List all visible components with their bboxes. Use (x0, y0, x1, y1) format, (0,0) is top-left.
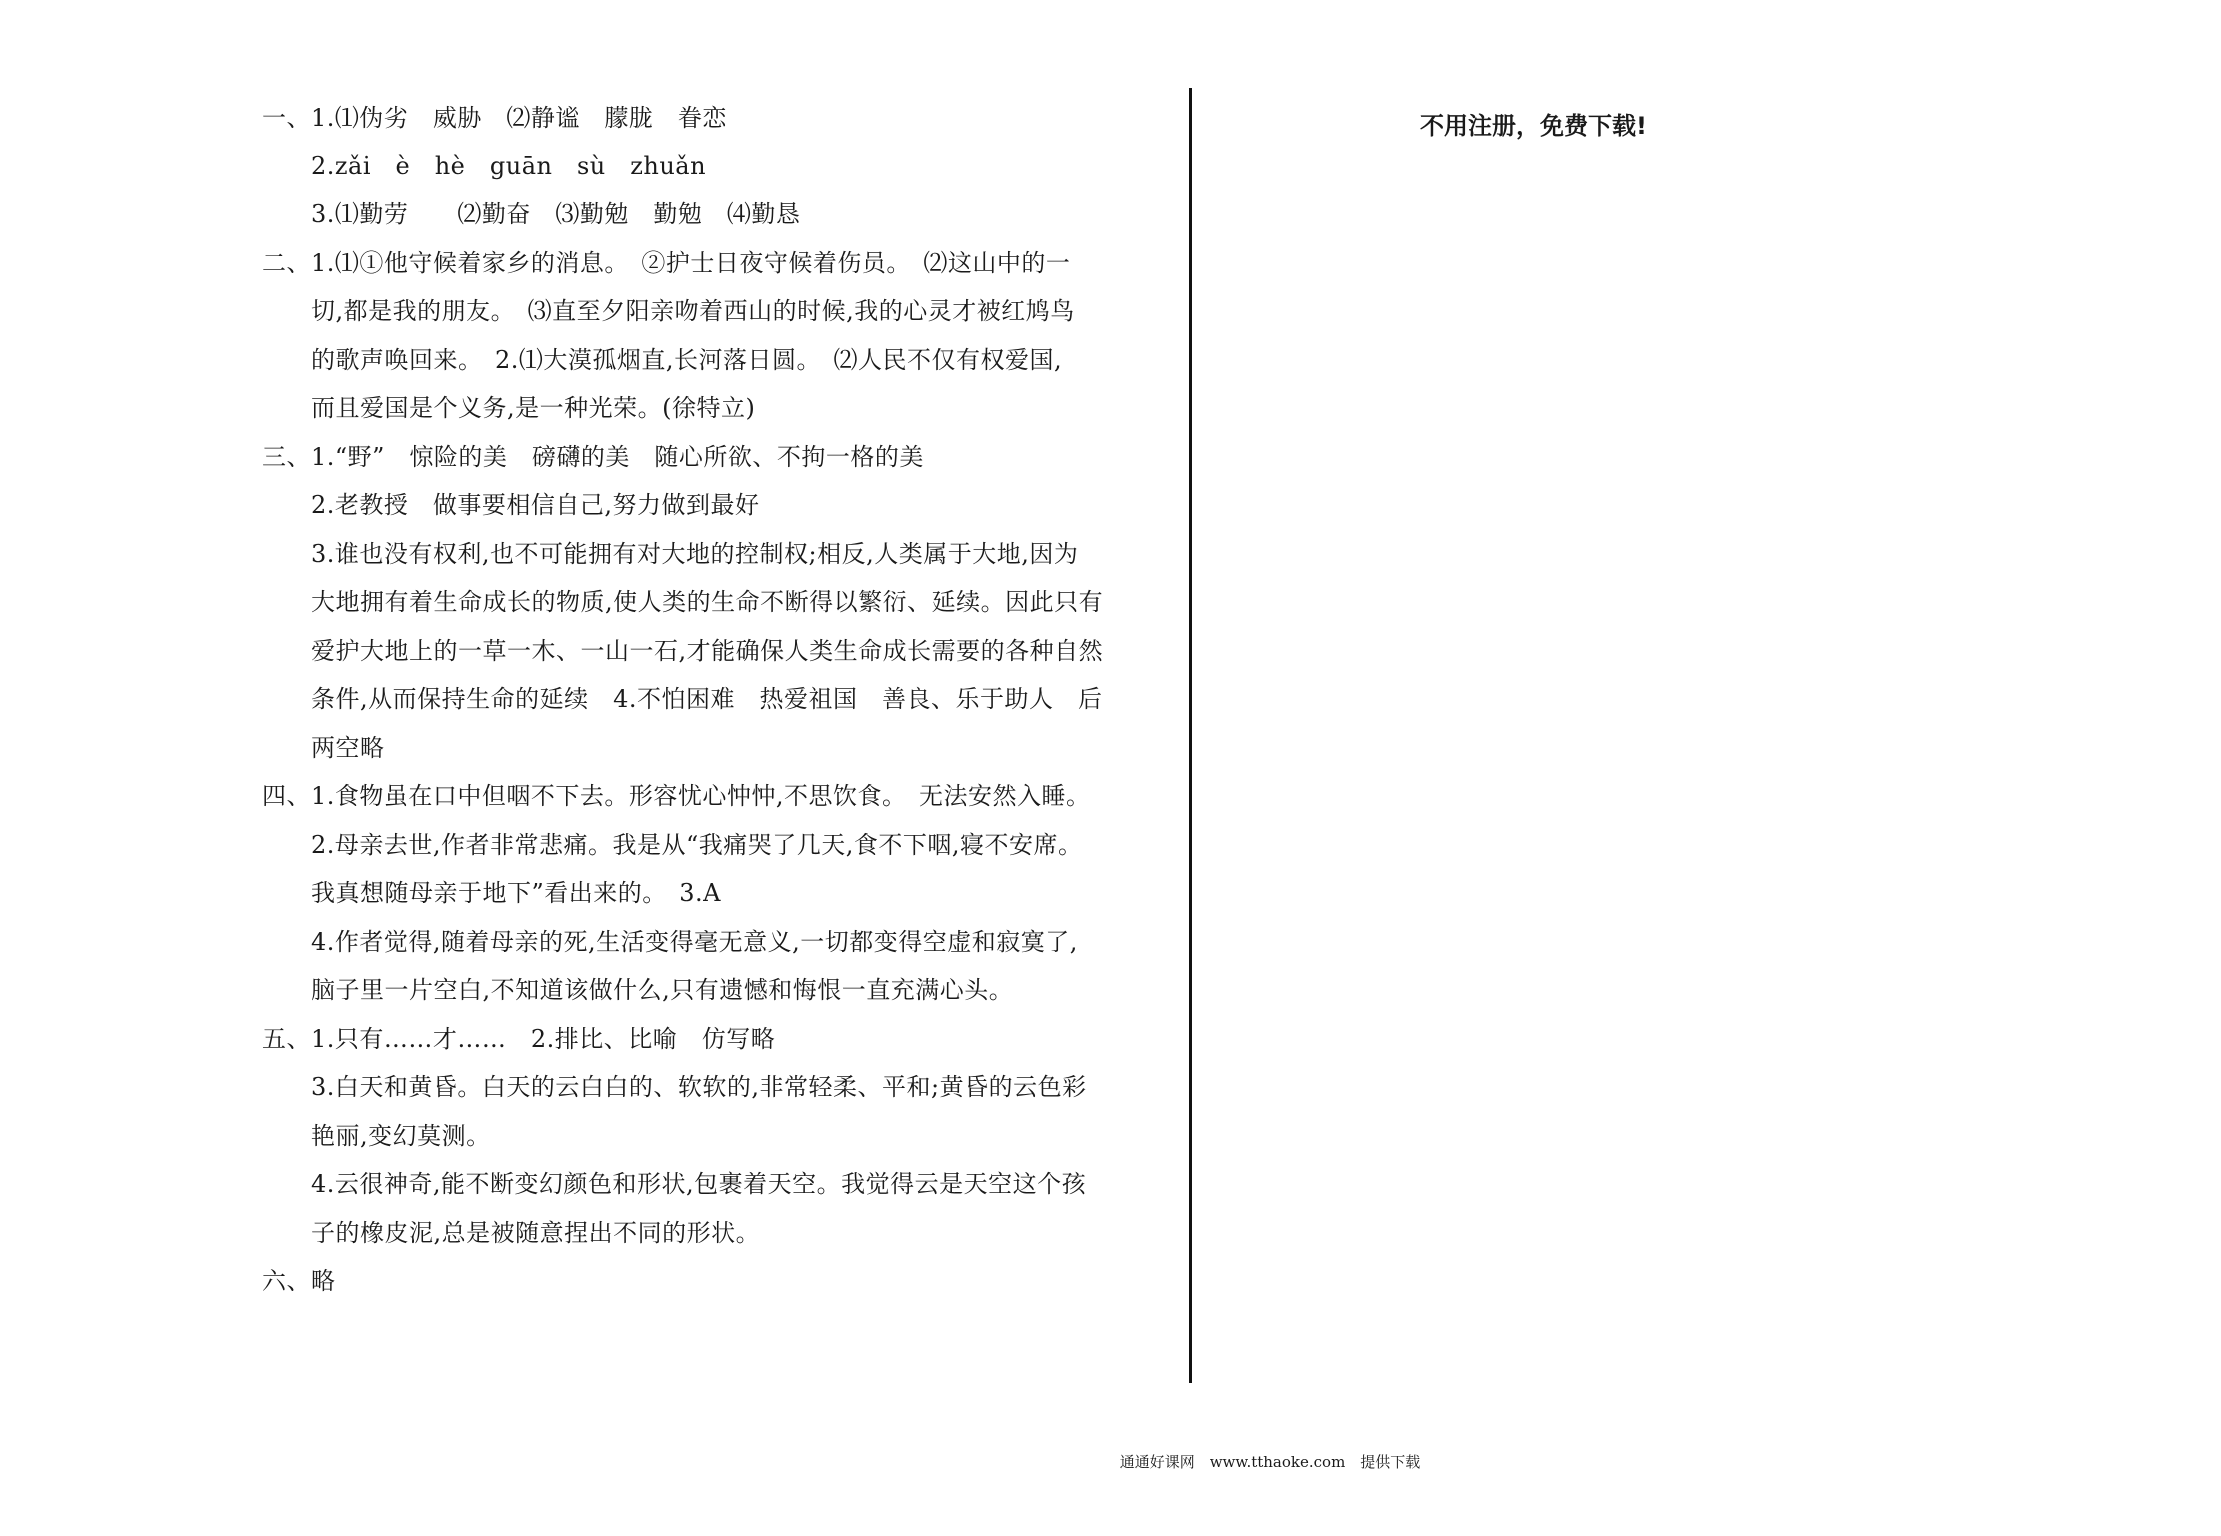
answer-line: 2.母亲去世,作者非常悲痛。我是从“我痛哭了几天,食不下咽,寝不安席。 (262, 831, 1083, 859)
answer-line: 的歌声唤回来。 2.⑴大漠孤烟直,长河落日圆。 ⑵人民不仅有权爱国, (262, 346, 1063, 374)
answer-line: 三、1.“野” 惊险的美 磅礴的美 随心所欲、不拘一格的美 (262, 443, 924, 471)
answer-line: 大地拥有着生命成长的物质,使人类的生命不断得以繁衍、延续。因此只有 (262, 588, 1104, 616)
answer-line: 3.白天和黄昏。白天的云白白的、软软的,非常轻柔、平和;黄昏的云色彩 (262, 1073, 1087, 1101)
answer-line: 二、1.⑴①他守候着家乡的消息。 ②护士日夜守候着伤员。 ⑵这山中的一 (262, 249, 1071, 277)
answer-line: 4.云很神奇,能不断变幻颜色和形状,包裹着天空。我觉得云是天空这个孩 (262, 1170, 1087, 1198)
answer-line: 3.⑴勤劳 ⑵勤奋 ⑶勤勉 勤勉 ⑷勤恳 (262, 200, 801, 228)
answer-line: 爱护大地上的一草一木、一山一石,才能确保人类生命成长需要的各种自然 (262, 637, 1104, 665)
answer-line: 子的橡皮泥,总是被随意捏出不同的形状。 (262, 1219, 761, 1247)
column-divider (1189, 88, 1192, 1383)
answer-line: 六、略 (262, 1267, 336, 1295)
answer-line: 四、1.食物虽在口中但咽不下去。形容忧心忡忡,不思饮食。 无法安然入睡。 (262, 782, 1091, 810)
answer-line: 艳丽,变幻莫测。 (262, 1122, 491, 1150)
answer-line: 而且爱国是个义务,是一种光荣。(徐特立) (262, 394, 756, 422)
page-footer: 通通好课网 www.tthaoke.com 提供下载 (1119, 1453, 1421, 1471)
answer-line: 一、1.⑴伪劣 威胁 ⑵静谧 朦胧 眷恋 (262, 104, 727, 132)
answer-line: 2.老教授 做事要相信自己,努力做到最好 (262, 491, 760, 519)
answer-line: 4.作者觉得,随着母亲的死,生活变得毫无意义,一切都变得空虚和寂寞了, (262, 928, 1078, 956)
answer-line: 切,都是我的朋友。 ⑶直至夕阳亲吻着西山的时候,我的心灵才被红鸠鸟 (262, 297, 1075, 325)
answer-line: 五、1.只有……才…… 2.排比、比喻 仿写略 (262, 1025, 776, 1053)
answer-line: 3.谁也没有权利,也不可能拥有对大地的控制权;相反,人类属于大地,因为 (262, 540, 1079, 568)
answer-line: 2.zǎi è hè guān sù zhuǎn (262, 152, 707, 180)
answer-line: 脑子里一片空白,不知道该做什么,只有遗憾和悔恨一直充满心头。 (262, 976, 1014, 1004)
answer-line: 两空略 (262, 734, 385, 762)
answer-line: 条件,从而保持生命的延续 4.不怕困难 热爱祖国 善良、乐于助人 后 (262, 685, 1103, 713)
answer-line: 我真想随母亲于地下”看出来的。 3.A (262, 879, 721, 907)
free-download-notice: 不用注册，免费下载! (1420, 112, 1647, 140)
